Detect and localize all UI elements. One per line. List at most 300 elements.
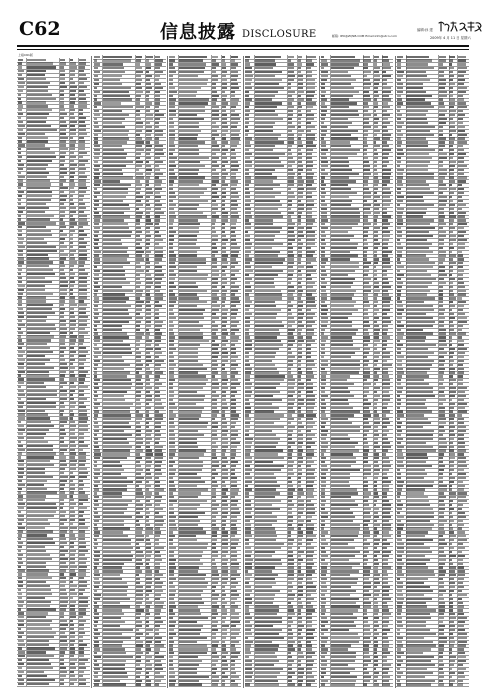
table-cell-text — [169, 524, 175, 526]
table-cell-text — [18, 172, 21, 174]
table-cell-text — [245, 492, 249, 494]
table-cell-text — [94, 83, 99, 85]
table-cell-text — [70, 437, 77, 439]
table-cell-text — [70, 289, 73, 291]
table-cell-text — [374, 102, 378, 104]
table-cell-text — [136, 180, 140, 182]
table-cell-text — [60, 74, 64, 76]
table-cell-text — [18, 421, 22, 423]
table-cell-text — [306, 676, 314, 678]
table-cell-text — [255, 122, 275, 124]
table-cell-text — [79, 281, 87, 283]
table-cell-text — [288, 535, 292, 537]
table-cell-text — [27, 144, 45, 146]
table-cell-text — [306, 110, 311, 112]
table-cell-text — [288, 169, 294, 171]
table-cell-text — [231, 407, 237, 409]
table-cell-text — [79, 265, 84, 267]
table-cell-text — [179, 512, 205, 514]
table-cell-text — [382, 161, 388, 163]
table-cell-text — [255, 336, 278, 338]
table-cell-text — [94, 407, 98, 409]
table-cell-text — [27, 343, 47, 345]
table-cell-text — [136, 106, 144, 108]
table-cell-text — [155, 360, 164, 362]
table-cell-text — [169, 418, 174, 420]
table-cell-text — [288, 430, 294, 432]
table-cell-text — [288, 680, 293, 682]
table-cell-text — [103, 258, 127, 260]
table-cell-text — [288, 387, 294, 389]
table-cell-text — [222, 633, 227, 635]
table-cell-text — [70, 176, 74, 178]
table-cell-text — [245, 676, 252, 678]
table-cell-text — [298, 621, 302, 623]
table-cell-text — [255, 379, 284, 381]
table-cell-text — [231, 637, 236, 639]
table-cell-text — [179, 227, 199, 229]
table-cell-text — [245, 410, 250, 412]
table-cell-text — [103, 524, 124, 526]
table-cell-text — [136, 664, 140, 666]
table-cell-text — [331, 157, 349, 159]
table-cell-text — [103, 504, 128, 506]
table-cell-text — [94, 348, 99, 350]
table-cell-text — [79, 137, 84, 139]
table-cell-text — [245, 590, 251, 592]
table-cell-text — [298, 570, 301, 572]
table-cell-text — [27, 390, 57, 392]
table-cell-text — [298, 555, 302, 557]
table-cell-text — [70, 655, 73, 657]
table-cell-text — [255, 605, 279, 607]
table-cell-text — [298, 219, 301, 221]
table-cell-text — [27, 359, 49, 361]
table-cell-text — [136, 165, 142, 167]
table-cell-text — [363, 141, 367, 143]
table-cell-text — [136, 680, 142, 682]
table-cell-text — [94, 95, 97, 97]
table-cell-text — [306, 200, 314, 202]
table-cell-text — [146, 87, 152, 89]
table-cell-text — [212, 56, 218, 58]
table-cell-text — [27, 597, 45, 599]
table-cell-text — [374, 71, 380, 73]
table-cell-text — [103, 254, 129, 256]
table-cell-text — [27, 460, 50, 462]
table-cell-text — [136, 231, 142, 233]
table-cell-text — [231, 399, 236, 401]
table-cell-text — [136, 297, 140, 299]
table-cell-text — [155, 368, 160, 370]
table-cell-text — [374, 176, 379, 178]
table-cell-text — [79, 234, 87, 236]
table-cell-text — [79, 480, 83, 482]
table-cell-text — [306, 184, 311, 186]
table-cell-text — [169, 56, 174, 58]
table-cell-text — [27, 593, 52, 595]
table-cell-text — [306, 438, 311, 440]
table-cell-text — [179, 473, 198, 475]
table-cell-text — [18, 371, 25, 373]
table-cell-text — [231, 360, 237, 362]
table-cell-text — [374, 254, 377, 256]
table-cell-text — [321, 102, 324, 104]
table-cell-text — [60, 449, 67, 451]
table-cell-text — [155, 293, 164, 295]
table-cell-text — [70, 101, 75, 103]
table-cell-text — [146, 446, 150, 448]
table-cell-text — [212, 317, 219, 319]
table-cell-text — [288, 208, 292, 210]
table-cell-text — [222, 504, 228, 506]
table-cell-text — [255, 149, 273, 151]
table-cell-text — [374, 258, 380, 260]
table-cell-text — [255, 227, 283, 229]
table-cell-text — [382, 180, 390, 182]
table-cell-text — [298, 173, 301, 175]
table-cell-text — [255, 449, 283, 451]
table-cell-text — [179, 122, 199, 124]
table-cell-text — [103, 387, 131, 389]
table-cell-text — [27, 566, 45, 568]
table-cell-text — [146, 387, 152, 389]
table-cell-text — [363, 180, 368, 182]
table-cell-text — [79, 530, 85, 532]
table-cell-text — [70, 410, 73, 412]
table-cell-text — [255, 574, 278, 576]
table-cell-text — [363, 235, 368, 237]
table-cell-text — [298, 297, 302, 299]
table-cell-text — [146, 648, 151, 650]
table-cell-text — [231, 485, 237, 487]
table-cell-text — [363, 56, 370, 58]
table-cell-text — [374, 83, 379, 85]
table-cell-text — [146, 165, 151, 167]
table-cell-text — [155, 547, 164, 549]
table-cell-text — [155, 118, 160, 120]
table-cell-text — [60, 421, 67, 423]
table-cell-text — [60, 351, 64, 353]
table-cell-text — [103, 290, 133, 292]
table-cell-text — [103, 83, 122, 85]
table-cell-text — [146, 383, 150, 385]
table-cell-text — [79, 191, 86, 193]
table-cell-text — [222, 391, 226, 393]
table-cell-text — [306, 520, 310, 522]
table-cell-text — [245, 527, 250, 529]
table-cell-text — [298, 449, 303, 451]
table-cell-text — [179, 325, 203, 327]
table-cell-text — [94, 477, 98, 479]
table-cell-text — [363, 239, 367, 241]
table-cell-text — [60, 347, 66, 349]
table-cell-text — [321, 165, 328, 167]
table-cell-text — [27, 429, 49, 431]
table-cell-text — [103, 551, 131, 553]
table-cell-text — [70, 277, 73, 279]
table-cell-text — [179, 149, 199, 151]
table-cell-text — [27, 683, 49, 685]
table-cell-text — [103, 348, 131, 350]
table-cell-text — [169, 79, 173, 81]
table-cell-text — [70, 218, 74, 220]
table-cell-text — [212, 473, 218, 475]
table-cell-text — [18, 402, 25, 404]
table-cell-text — [288, 329, 296, 331]
table-cell-text — [94, 305, 99, 307]
table-cell-text — [70, 577, 73, 579]
table-cell-text — [298, 126, 301, 128]
table-cell-text — [298, 200, 302, 202]
table-cell-text — [136, 91, 143, 93]
table-cell-text — [222, 173, 228, 175]
table-cell-text — [298, 254, 303, 256]
table-cell-text — [136, 348, 140, 350]
table-cell-text — [255, 578, 275, 580]
table-cell-text — [363, 118, 369, 120]
table-cell-text — [331, 223, 358, 225]
table-cell-text — [103, 282, 130, 284]
table-cell-text — [179, 434, 204, 436]
table-cell-text — [255, 262, 283, 264]
table-cell-text — [155, 578, 160, 580]
table-cell-text — [255, 559, 281, 561]
table-cell-text — [27, 320, 46, 322]
table-cell-text — [79, 394, 84, 396]
table-cell-text — [288, 660, 295, 662]
table-cell-text — [288, 145, 292, 147]
table-cell-text — [306, 485, 312, 487]
table-cell-text — [103, 371, 130, 373]
table-cell-text — [212, 477, 215, 479]
table-cell-text — [298, 83, 303, 85]
table-cell-text — [255, 543, 284, 545]
table-cell-text — [222, 582, 227, 584]
table-cell-text — [298, 364, 301, 366]
table-cell-text — [94, 301, 99, 303]
table-cell-text — [288, 204, 293, 206]
table-cell-text — [155, 598, 160, 600]
table-cell-text — [298, 192, 304, 194]
table-cell-text — [374, 235, 378, 237]
table-cell-text — [70, 616, 76, 618]
table-cell-text — [231, 344, 236, 346]
table-cell-text — [94, 145, 100, 147]
table-cell-text — [212, 364, 218, 366]
table-cell-text — [103, 176, 132, 178]
table-cell-text — [212, 399, 218, 401]
table-cell-text — [136, 512, 140, 514]
table-cell-text — [146, 566, 150, 568]
table-cell-text — [212, 301, 218, 303]
table-cell-text — [179, 672, 197, 674]
table-cell-text — [155, 157, 160, 159]
table-cell-text — [60, 195, 67, 197]
table-cell-text — [212, 527, 219, 529]
table-cell-text — [79, 581, 87, 583]
table-cell-text — [18, 527, 25, 529]
table-cell-text — [18, 86, 24, 88]
table-cell-text — [27, 199, 50, 201]
table-cell-text — [298, 332, 301, 334]
table-cell-text — [60, 304, 64, 306]
table-cell-text — [212, 652, 218, 654]
table-cell-text — [94, 262, 100, 264]
table-cell-text — [179, 438, 197, 440]
table-cell-text — [212, 512, 219, 514]
table-cell-text — [306, 407, 314, 409]
table-cell-text — [288, 192, 294, 194]
table-cell-text — [298, 391, 301, 393]
table-cell-text — [245, 500, 251, 502]
table-cell-text — [288, 566, 294, 568]
table-cell-text — [212, 551, 218, 553]
table-cell-text — [155, 196, 162, 198]
table-cell-text — [155, 426, 161, 428]
table-cell-text — [79, 152, 87, 154]
table-cell-text — [179, 56, 207, 58]
table-cell-text — [382, 118, 388, 120]
table-cell-text — [255, 71, 283, 73]
table-cell-text — [231, 617, 239, 619]
table-cell-text — [103, 407, 130, 409]
table-cell-text — [169, 258, 176, 260]
table-cell-text — [18, 312, 24, 314]
table-cell-text — [103, 594, 127, 596]
table-cell-text — [245, 637, 248, 639]
table-cell-text — [27, 164, 47, 166]
table-cell-text — [60, 581, 66, 583]
table-cell-text — [222, 543, 228, 545]
table-cell-text — [60, 628, 66, 630]
table-cell-text — [146, 344, 151, 346]
table-cell-text — [179, 426, 207, 428]
table-cell-text — [103, 321, 129, 323]
table-cell-text — [179, 98, 209, 100]
table-cell-text — [222, 110, 226, 112]
table-cell-text — [60, 137, 68, 139]
table-cell-text — [136, 243, 140, 245]
table-cell-text — [298, 165, 303, 167]
table-cell-text — [60, 667, 66, 669]
table-cell-text — [70, 70, 75, 72]
table-cell-text — [18, 515, 24, 517]
table-cell-text — [255, 126, 274, 128]
table-cell-text — [169, 504, 172, 506]
table-cell-text — [103, 286, 122, 288]
table-cell-text — [306, 508, 315, 510]
table-cell-text — [146, 481, 149, 483]
table-cell-text — [363, 157, 368, 159]
table-cell-text — [136, 399, 140, 401]
table-cell-text — [222, 442, 229, 444]
table-cell-text — [222, 165, 225, 167]
table-cell-text — [179, 278, 207, 280]
table-cell-text — [231, 145, 237, 147]
table-cell-text — [146, 625, 149, 627]
table-cell-text — [146, 574, 152, 576]
table-cell-text — [79, 144, 85, 146]
table-cell-text — [179, 63, 206, 65]
table-cell-text — [222, 430, 228, 432]
table-cell-text — [79, 499, 88, 501]
table-cell-text — [70, 425, 76, 427]
table-cell-text — [155, 403, 163, 405]
table-cell-text — [231, 594, 239, 596]
table-cell-text — [212, 539, 217, 541]
table-cell-text — [298, 644, 302, 646]
table-cell-text — [18, 499, 23, 501]
table-cell-text — [298, 637, 304, 639]
table-cell-text — [245, 516, 252, 518]
table-cell-text — [169, 582, 172, 584]
table-cell-text — [288, 239, 296, 241]
table-cell-text — [155, 301, 160, 303]
table-cell-text — [231, 602, 235, 604]
table-cell-text — [255, 407, 279, 409]
table-cell-text — [70, 300, 75, 302]
table-cell-text — [94, 309, 98, 311]
table-cell-text — [79, 101, 87, 103]
table-cell-text — [103, 239, 121, 241]
table-cell-text — [60, 207, 66, 209]
table-cell-text — [169, 325, 173, 327]
table-cell-text — [231, 551, 237, 553]
table-cell-text — [27, 628, 52, 630]
table-cell-text — [60, 164, 64, 166]
table-cell-text — [146, 71, 149, 73]
table-cell-text — [79, 98, 87, 100]
table-cell-text — [382, 278, 387, 280]
table-cell-text — [94, 586, 99, 588]
table-cell-text — [155, 563, 160, 565]
table-cell-text — [18, 406, 23, 408]
table-cell-text — [136, 457, 142, 459]
table-cell-text — [363, 165, 369, 167]
table-cell-text — [179, 184, 199, 186]
table-cell-text — [288, 180, 294, 182]
table-cell-text — [60, 238, 65, 240]
table-cell-text — [306, 364, 314, 366]
table-cell-text — [169, 110, 176, 112]
table-cell-text — [306, 83, 315, 85]
table-cell-text — [255, 590, 280, 592]
table-cell-text — [60, 320, 66, 322]
table-cell-text — [79, 117, 86, 119]
table-cell-text — [70, 359, 75, 361]
table-cell-text — [245, 137, 252, 139]
table-cell-text — [298, 527, 301, 529]
table-cell-text — [306, 305, 315, 307]
table-cell-text — [103, 126, 125, 128]
table-cell-text — [79, 183, 86, 185]
table-cell-text — [231, 87, 239, 89]
table-cell-text — [60, 593, 67, 595]
table-cell-text — [60, 94, 64, 96]
table-cell-text — [136, 527, 143, 529]
table-cell-text — [94, 559, 99, 561]
table-cell-text — [288, 247, 293, 249]
table-cell-text — [382, 157, 388, 159]
table-cell-text — [155, 683, 159, 685]
table-cell-text — [155, 332, 162, 334]
table-cell-text — [60, 534, 65, 536]
table-cell-text — [103, 680, 120, 682]
table-cell-text — [222, 336, 226, 338]
table-cell-text — [288, 262, 295, 264]
table-cell-text — [245, 134, 248, 136]
